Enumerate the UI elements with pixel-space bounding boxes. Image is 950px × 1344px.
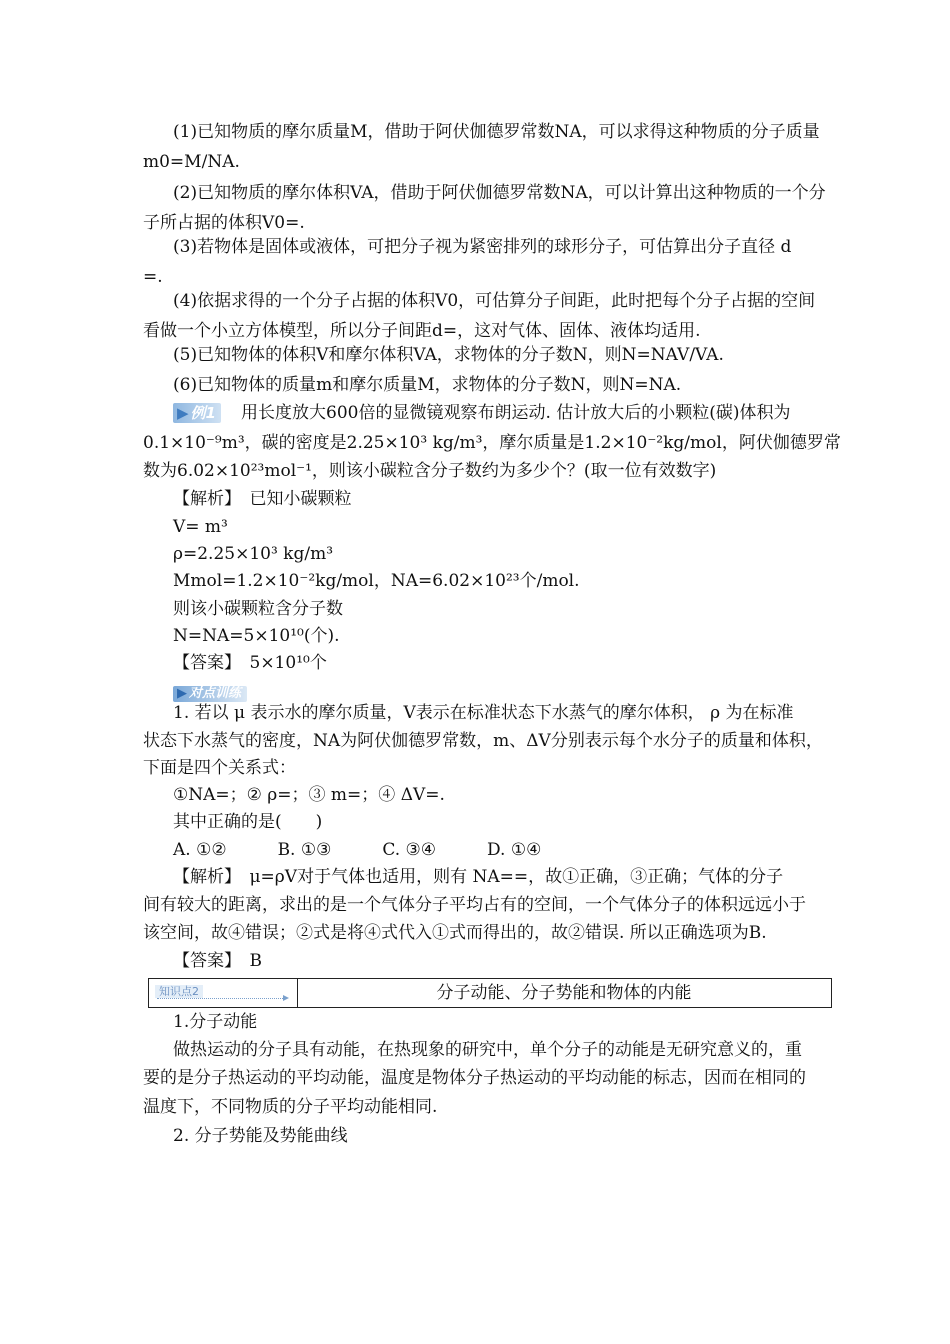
section-2-body-line-1: 做热运动的分子具有动能，在热现象的研究中，单个分子的动能是无研究意义的，重 [173,1040,802,1060]
paragraph-3-line-1: (3)若物体是固体或液体，可把分子视为紧密排列的球形分子，可估算出分子直径 d [173,237,792,257]
example-solution-density: ρ=2.25×10³ kg/m³ [173,544,334,564]
section-2-tag-cell [149,979,298,1007]
training-badge-label: 对点训练 [189,686,242,701]
example-solution-heading: 【解析】 已知小碳颗粒 [173,489,352,509]
paragraph-4-line-1: (4)依据求得的一个分子占据的体积V0，可估算分子间距，此时把每个分子占据的空间 [173,291,816,311]
paragraph-2-line-2: 子所占据的体积V0=. [143,213,305,233]
paragraph-2-line-1: (2)已知物质的摩尔体积VA，借助于阿伏伽德罗常数NA，可以计算出这种物质的一个分 [173,183,826,203]
section-2-heading-2: 2. 分子势能及势能曲线 [173,1126,348,1146]
paragraph-1-line-1: (1)已知物质的摩尔质量M，借助于阿伏伽德罗常数NA，可以求得这种物质的分子质量 [173,122,820,142]
badge-arrow-icon: ▶ [177,686,187,701]
example-question-line-2: 0.1×10⁻⁹m³，碳的密度是2.25×10³ kg/m³，摩尔质量是1.2×10⁻²kg/mol，阿伏伽德罗常 [143,433,841,453]
section-2-heading-1: 1.分子动能 [173,1012,258,1032]
example-question-line-1: 用长度放大600倍的显微镜观察布朗运动. 估计放大后的小颗粒(碳)体积为 [241,403,791,423]
example-solution-volume: V= m³ [173,517,228,537]
training-question-line-1: 1. 若以 μ 表示水的摩尔质量，V表示在标准状态下水蒸气的摩尔体积， ρ 为在标准 [173,703,794,723]
training-options: A. ①② B. ①③ C. ③④ D. ①④ [173,840,542,860]
training-solution-line-3: 该空间，故④错误；②式是将④式代入①式而得出的，故②错误. 所以正确选项为B. [143,923,767,943]
training-prompt: 其中正确的是( ) [173,812,323,832]
paragraph-4-line-2: 看做一个小立方体模型，所以分子间距d=，这对气体、固体、液体均适用. [143,321,701,341]
section-2-title: 分子动能、分子势能和物体的内能 [436,983,692,1003]
badge-arrow-icon: ▶ [177,404,189,422]
paragraph-3-line-2: =. [143,267,163,287]
training-question-line-3: 下面是四个关系式： [143,758,296,778]
example-solution-text: 则该小碳颗粒含分子数 [173,599,343,619]
section-2-body-line-2: 要的是分子热运动的平均动能，温度是物体分子热运动的平均动能的标志，因而在相同的 [143,1068,806,1088]
section-2-header [148,978,832,1008]
training-relations: ①NA=；② ρ=；③ m=；④ ΔV=. [173,785,445,805]
paragraph-6: (6)已知物体的质量m和摩尔质量M，求物体的分子数N，则N=NA. [173,375,682,395]
section-2-body-line-3: 温度下，不同物质的分子平均动能相同. [143,1097,438,1117]
dotted-arrow-icon [157,998,287,999]
example-question-line-3: 数为6.02×10²³mol⁻¹，则该小碳粒含分子数约为多少个？(取一位有效数字) [143,461,717,481]
training-solution-line-1: 【解析】 μ=ρV对于气体也适用，则有 NA==，故①正确，③正确；气体的分子 [173,867,784,887]
paragraph-1-line-2: m0=M/NA. [143,152,240,172]
training-solution-line-2: 间有较大的距离，求出的是一个气体分子平均占有的空间，一个气体分子的体积远远小于 [143,895,806,915]
example-solution-result: N=NA=5×10¹⁰(个). [173,626,340,646]
example-badge [173,403,221,423]
example-badge-label: 例1 [190,404,216,422]
example-answer: 【答案】 5×10¹⁰个 [173,653,327,673]
section-2-tag: 知识点2 [155,985,203,998]
training-answer: 【答案】 B [173,951,262,971]
paragraph-5: (5)已知物体的体积V和摩尔体积VA，求物体的分子数N，则N=NAV/VA. [173,345,724,365]
training-question-line-2: 状态下水蒸气的密度，NA为阿伏伽德罗常数，m、ΔV分别表示每个水分子的质量和体积， [143,731,823,751]
training-badge [173,686,247,702]
example-solution-molar-mass: Mmol=1.2×10⁻²kg/mol，NA=6.02×10²³个/mol. [173,571,580,591]
